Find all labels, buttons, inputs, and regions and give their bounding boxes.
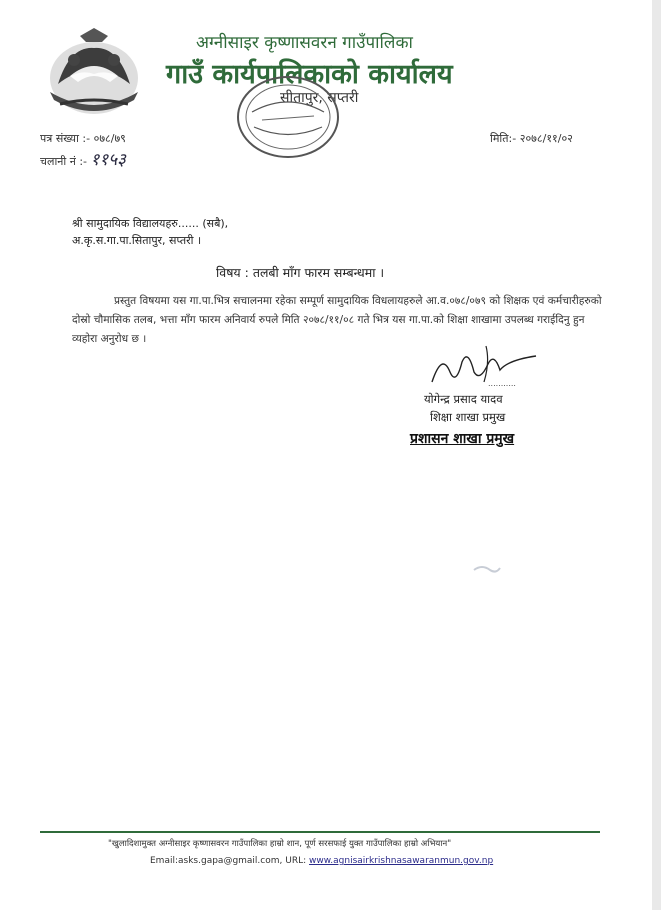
reference-number — [40, 131, 126, 146]
footer-slogan: "खुलादिशामुक्त अग्नीसाइर कृष्णासवरन गाउँपालिका हाम्रो शान, पूर्ण सरसफाई युक्त गाउँपालिका हाम्रो अभियान" — [108, 839, 452, 849]
signatory-name: योगेन्द्र प्रसाद यादव — [424, 392, 503, 406]
letter-date — [490, 131, 573, 146]
footer-contact — [150, 856, 493, 866]
date-label: मिति:- — [490, 132, 517, 145]
scan-smudge-icon — [472, 562, 502, 576]
office-title: गाउँ कार्यपालिकाको कार्यालय — [166, 59, 453, 90]
email-address[interactable]: asks.gapa@gmail.com — [178, 856, 280, 866]
scan-edge — [652, 0, 661, 910]
ref-value: ०७८/७९ — [93, 132, 126, 145]
recipient-line-2: अ.कृ.स.गा.पा.सितापुर, सप्तरी । — [72, 234, 202, 247]
designation-stamp: प्रशासन शाखा प्रमुख — [410, 431, 515, 447]
signature-dots: ........... — [488, 379, 516, 388]
website-link[interactable]: www.agnisairkrishnasawaranmun.gov.np — [309, 856, 494, 866]
dispatch-label: चलानी नं :- — [40, 155, 88, 168]
letter-body — [72, 292, 612, 349]
url-label: , URL: — [279, 856, 307, 866]
email-label: Email: — [150, 856, 179, 866]
office-address: सीतापुर, सप्तरी — [280, 90, 359, 106]
dispatch-number — [40, 147, 126, 170]
emblem-icon — [40, 26, 148, 118]
recipient-line-1: श्री सामुदायिक विद्यालयहरु...... (सबै), — [72, 217, 229, 230]
date-value: २०७८/११/०२ — [519, 132, 573, 145]
org-name: अग्नीसाइर कृष्णासवरन गाउँपालिका — [196, 33, 413, 53]
subject-line: विषय : तलबी माँग फारम सम्बन्धमा । — [216, 265, 385, 280]
signature-icon — [428, 342, 540, 390]
ref-label: पत्र संख्या :- — [40, 132, 91, 145]
signatory-designation: शिक्षा शाखा प्रमुख — [430, 410, 506, 424]
office-seal-stamp-icon — [232, 72, 344, 162]
body-paragraph: प्रस्तुत विषयमा यस गा.पा.भित्र सचालनमा रहेका सम्पूर्ण सामुदायिक विधलायहरुले आ.व.०७८/०७९ को शिक्षक एवं कर्मचारीहरुको दोस्रो चौमासिक तलब, भत्ता माँग फारम अनिवार्य रुपले मिति २०७८/११/०८ गते भित्र यस गा.पा.को शिक्षा शाखामा उपलब्ध गराईदिनु हुन व्यहोरा अनुरोध छ । — [72, 295, 602, 345]
dispatch-value: ११५३ — [90, 150, 126, 170]
footer-divider — [40, 831, 600, 833]
